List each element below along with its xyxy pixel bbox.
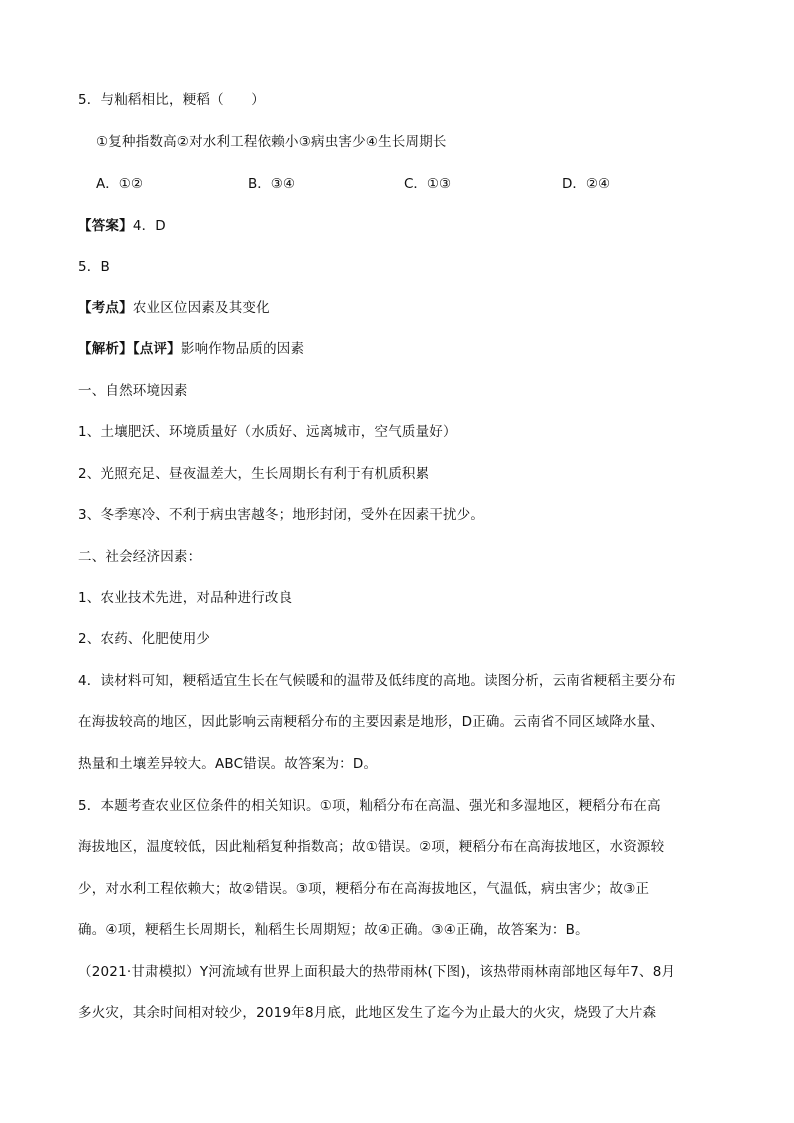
answer-line — [78, 214, 166, 234]
option-b: B．③④ — [248, 176, 295, 192]
answer-tag: 【答案】 — [78, 218, 133, 234]
natural-item-1: 1、土壤肥沃、环境质量好（水质好、远离城市，空气质量好） — [78, 424, 457, 440]
jiexi-text: 影响作物品质的因素 — [180, 341, 305, 357]
social-item-1: 1、农业技术先进，对品种进行改良 — [78, 590, 293, 606]
next-question-line-2: 多火灾，其余时间相对较少，2019年8月底，此地区发生了迄今为止最大的火灾，烧毁了大片森 — [78, 1005, 657, 1021]
analysis-5-line-1: 5．本题考查农业区位条件的相关知识。①项，籼稻分布在高温、强光和多湿地区，粳稻分布在高 — [78, 798, 661, 814]
section-social: 二、社会经济因素： — [78, 549, 202, 565]
option-d: D．②④ — [562, 176, 611, 192]
analysis-5-line-2: 海拔地区，温度较低，因此籼稻复种指数高；故①错误。②项，粳稻分布在高海拔地区，水资源较 — [78, 839, 665, 855]
analysis-4-line-1: 4．读材料可知，粳稻适宜生长在气候暖和的温带及低纬度的高地。读图分析，云南省粳稻主要分布 — [78, 673, 676, 689]
natural-item-2: 2、光照充足、昼夜温差大，生长周期长有利于有机质积累 — [78, 466, 430, 482]
answer-5: 5．B — [78, 259, 110, 275]
natural-item-3: 3、冬季寒冷、不利于病虫害越冬；地形封闭，受外在因素干扰少。 — [78, 507, 485, 523]
dianping-tag: 【点评】 — [132, 341, 181, 357]
answer-4: 4．D — [132, 218, 166, 234]
kaodian-tag: 【考点】 — [78, 300, 133, 316]
social-item-2: 2、农药、化肥使用少 — [78, 631, 211, 647]
jiexi-tag: 【解析】 — [78, 341, 133, 357]
section-natural: 一、自然环境因素 — [78, 383, 188, 399]
question-statements: ①复种指数高②对水利工程依赖小③病虫害少④生长周期长 — [96, 134, 447, 150]
analysis-5-line-3: 少，对水利工程依赖大；故②错误。③项，粳稻分布在高海拔地区，气温低，病虫害少；故③正 — [78, 881, 650, 897]
analysis-4-line-3: 热量和土壤差异较大。ABC错误。故答案为：D。 — [78, 756, 378, 772]
next-question-line-1: （2021·甘肃模拟）Y河流域有世界上面积最大的热带雨林(下图)，该热带雨林南部地区每年7、8月 — [78, 964, 676, 980]
analysis-4-line-2: 在海拔较高的地区，因此影响云南粳稻分布的主要因素是地形，D正确。云南省不同区域降水量、 — [78, 714, 664, 730]
option-c: C．①③ — [404, 176, 452, 192]
option-a: A．①② — [96, 176, 143, 192]
kaodian-line — [78, 296, 270, 316]
kaodian-text: 农业区位因素及其变化 — [132, 300, 270, 316]
question-stem: 5．与籼稻相比，粳稻（ ） — [78, 92, 265, 108]
analysis-5-line-4: 确。④项，粳稻生长周期长，籼稻生长周期短；故④正确。③④正确，故答案为：B。 — [78, 922, 589, 938]
jiexi-line — [78, 337, 304, 357]
